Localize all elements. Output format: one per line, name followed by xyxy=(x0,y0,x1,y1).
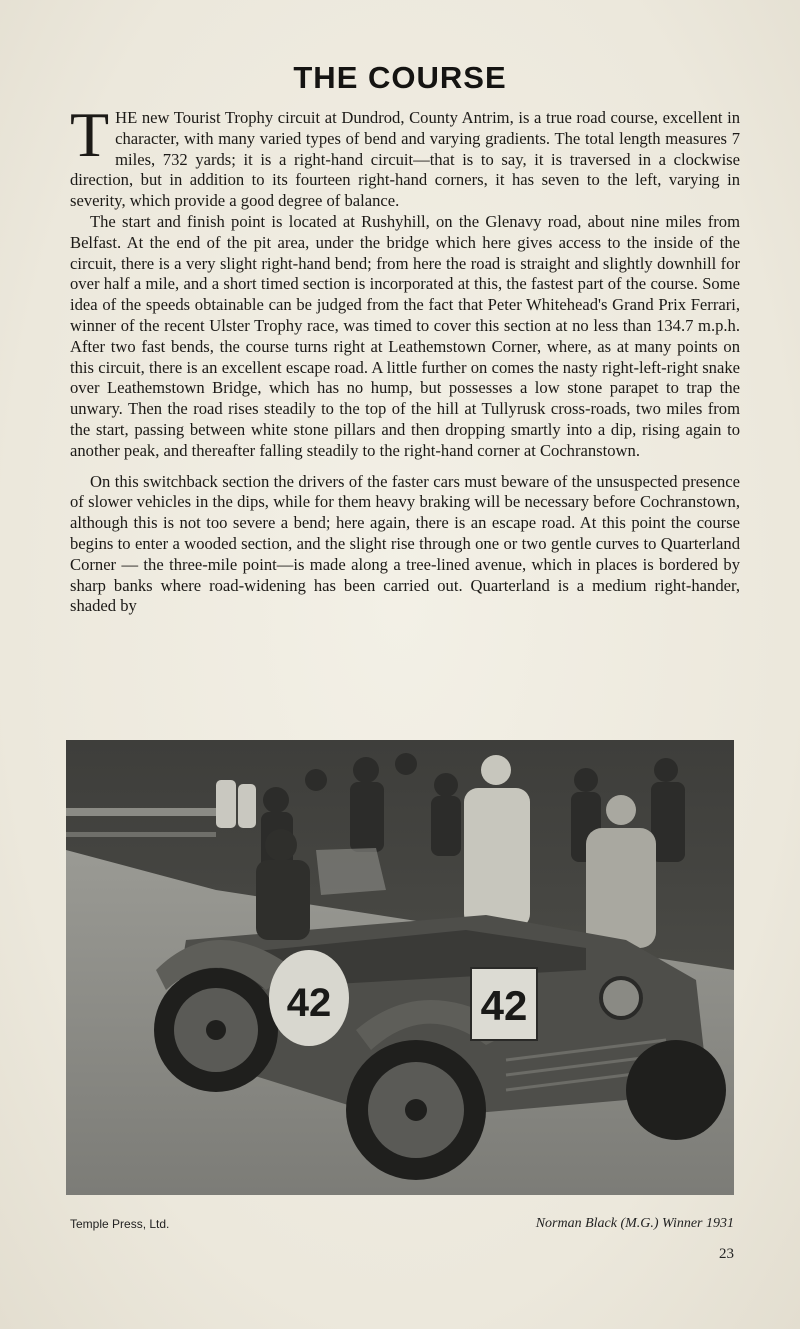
paragraph-1-text: HE new Tourist Trophy circuit at Dundrod, County Antrim, is a true road course, excellent in character, with many varied types of bend and varying gradients. The total length measures 7 miles, 732 yards; it is a right-hand circuit—that is to say, it is traversed in a clockwise direction, but in addition to its fourteen right-hand corners, it has seven to the left, varying in severity, which provide a good degree of balance. xyxy=(70,108,740,211)
paragraph-1 xyxy=(70,99,740,212)
photo-credit: Temple Press, Ltd. xyxy=(70,1217,170,1231)
front-number: 42 xyxy=(480,982,528,1029)
photo-caption: Norman Black (M.G.) Winner 1931 xyxy=(535,1216,734,1231)
paragraph-3: On this switchback section the drivers of the faster cars must beware of the unsuspected presence of slower vehicles in the dips, while for them heavy braking will be necessary before Cochranstown, although this is not too severe a bend; here again, there is an escape road. At this point the course begins to enter a wooded section, and the slight rise through one or two gentle curves to Quarterland Corner — the three-mile point—is made along a tree-lined avenue, which in places is bordered by sharp banks where road-widening has been carried out. Quarterland is a medium right-hander, shaded by xyxy=(70,471,740,616)
race-car-photo xyxy=(66,740,734,1195)
paragraph-2: The start and finish point is located at Rushyhill, on the Glenavy road, about nine miles from Belfast. At the end of the pit area, under the bridge which here gives access to the inside of the circuit, there is a very slight right-hand bend; from here the road is straight and slightly downhill for over half a mile, and a short timed section is incorporated at this, the fastest part of the course. Some idea of the speeds obtainable can be judged from the fact that Peter Whitehead's Grand Prix Ferrari, winner of the recent Ulster Trophy race, was timed to cover this section at no less than 134.7 m.p.h. After two fast bends, the course turns right at Leathemstown Corner, where, as at many points on this circuit, there is an excellent escape road. A little further on comes the nasty right-left-right snake over Leathemstown Bridge, which has no hump, but possesses a low stone parapet to trap the unwary. Then the road rises steadily to the top of the hill at Tullyrusk cross-roads, two miles from the start, passing between white stone pillars and then dropping smartly into a dip, rising again to another peak, and thereafter falling steadily to the right-hand corner at Cochranstown. xyxy=(70,211,740,460)
drop-cap: T xyxy=(70,99,110,170)
side-number: 42 xyxy=(286,981,332,1025)
article-body xyxy=(70,99,740,617)
page-title: THE COURSE xyxy=(293,60,507,95)
page-number: 23 xyxy=(719,1246,734,1262)
photo-illustration xyxy=(66,740,734,1195)
